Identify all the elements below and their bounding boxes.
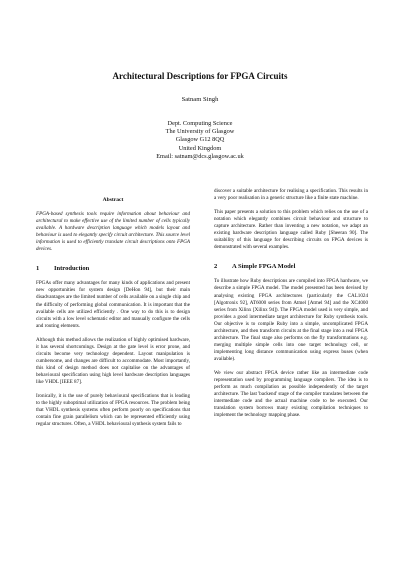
affiliation-line: Dept. Computing Science	[167, 120, 233, 127]
body-paragraph: FPGAs offer many advantages for many kinds of applications and present new opportunities for system design [DeHon 94], but their main disadvantages are the limited number of cells available on a single chip and the difficulty of performing global communication. It is important that the available cells are utilized efficiently . One way to do this is to design circuits with a low level schematic editor and manually configure the cells and routing elements.	[36, 280, 190, 329]
section-number: 2	[214, 263, 218, 271]
section-title: Introduction	[54, 265, 90, 273]
right-column	[214, 188, 368, 426]
affiliation-line: Glasgow G12 8QQ	[175, 136, 225, 144]
left-column	[36, 197, 190, 435]
abstract-text: FPGA-based synthesis tools require information about behaviour and architectural to make effective use of the limited number of cells typically available. A hardware description language which models layout and behaviour is used to elegantly specify circuit architecture. This source level information is used to efficiently translate circuit descriptions onto FPGA devices.	[36, 211, 190, 253]
author-name: Satnam Singh	[181, 96, 219, 103]
section-heading-fpga-model	[214, 263, 368, 270]
author-affiliation	[0, 120, 400, 161]
paper-title: Architectural Descriptions for FPGA Circuits	[112, 71, 288, 81]
author-email: Email: satnam@dcs.glasgow.ac.uk	[156, 152, 244, 160]
section-number: 1	[36, 265, 40, 273]
abstract-heading: Abstract	[102, 197, 124, 203]
body-paragraph: discover a suitable architecture for realising a specification. This results in a very poor realisation in a generic structure like a finite state machine.	[214, 188, 368, 202]
affiliation-line: United Kingdom	[178, 144, 222, 152]
affiliation-line: The University of Glasgow	[165, 128, 235, 136]
body-paragraph: We view our abstract FPGA device rather like an intermediate code representation used by programming language compilers. The idea is to perform as much compilation as possible independently of the target architecture. The last 'backend' stage of the compiler translates between the intermediate code and the actual machine code to be executed. Our translation system borrows many existing compilation techniques to implement the technology mapping phase.	[214, 369, 368, 419]
body-paragraph: Although this method allows the realization of highly optimised hardware, it has several shortcomings. Design at the gate level is error prone, and circuits become very technology dependent. Layout manipulation is cumbersome, and changes are difficult to accommodate. Most importantly, this kind of design method does not capitalise on the advantages of behavioural specification using high level hardware description languages like VHDL [IEEE 87].	[36, 336, 190, 385]
body-paragraph: This paper presents a solution to this problem which relies on the use of a notation which elegantly combines circuit behaviour and structure to capture architecture. Rather than inventing a new notation, we adapt an existing hardware description language called Ruby [Sheeran 90]. The suitability of this language for describing circuits on FPGA devices is demonstrated with several examples.	[214, 209, 368, 251]
body-paragraph: To illustrate how Ruby descriptions are compiled into FPGA hardware, we describe a simple FPGA model. The model presented has been devised by analysing existing FPGA architectures (particularly the CAL1024 [Algotronix 92], AT6000 series from Atmel [Atmel 94] and the XC4000 series from Xilinx [Xilinx 94]). The FPGA model used is very simple, and provides a good intermediate target architecture for Ruby synthesis tools. Our objective is to compile Ruby into a simple, uncomplicated FPGA architecture, and then transform circuits at the final stage into a real FPGA architecture. The final stage also performs on the fly transformations e.g. merging multiple simple cells into one target technology cell, or implementing long distance communication using express buses (when available).	[214, 278, 368, 362]
section-heading-introduction	[36, 265, 190, 272]
section-title: A Simple FPGA Model	[232, 263, 296, 271]
body-paragraph: Ironically, it is the use of purely behavioural specifications that is leading to the highly suboptimal utilization of FPGA resources. The problem being that VHDL synthesis systems often perform poorly on specifications that contain fine grain parallelism which can be represented efficiently using regular structures. Often, a VHDL behavioural synthesis system fails to	[36, 393, 190, 428]
